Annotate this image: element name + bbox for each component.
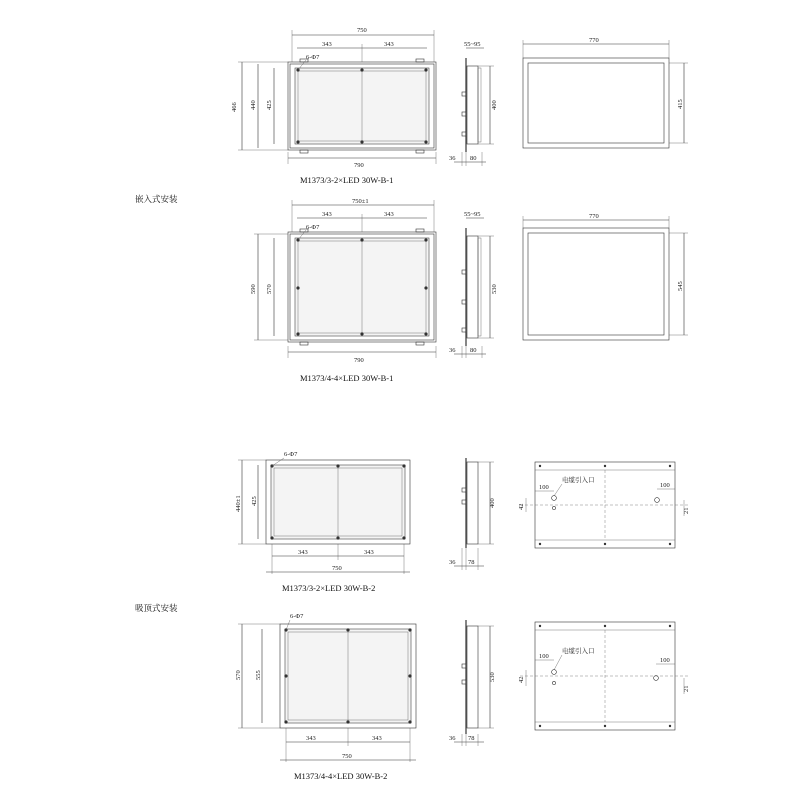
fig2-front-view xyxy=(288,229,436,345)
fig4-dim-570: 570 xyxy=(235,670,242,680)
fig1-dim-55-95: 55~95 xyxy=(464,41,481,48)
fig3-cable-entry-label: 电缆引入口 xyxy=(562,476,595,484)
fig1-dim-400: 400 xyxy=(491,100,498,110)
fig2-dim-530: 530 xyxy=(491,284,498,294)
fig2-dim-80: 80 xyxy=(470,347,477,354)
fig3-front-view xyxy=(266,460,410,544)
fig1-front-view xyxy=(288,59,436,153)
fig1-dim-425: 425 xyxy=(266,100,273,110)
fig1-dim-width-750: 750 xyxy=(357,27,367,34)
fig3-dim-78: 78 xyxy=(468,559,475,566)
fig4-dim-343-right: 343 xyxy=(372,735,382,742)
fig1-dim-790: 790 xyxy=(354,162,364,169)
fig2-caption: M1373/4-4×LED 30W-B-1 xyxy=(300,373,394,383)
fig2-dim-790: 790 xyxy=(354,357,364,364)
fig2-holes-label: 6-Φ7 xyxy=(306,224,320,231)
fig2-dim-343-left: 343 xyxy=(322,211,332,218)
fig3-dim-400: 400 xyxy=(489,498,496,508)
fig2-dim-570: 570 xyxy=(266,284,273,294)
fig4-dim-530: 530 xyxy=(489,672,496,682)
fig3-dim-343-right: 343 xyxy=(364,549,374,556)
fig2-dim-343-right: 343 xyxy=(384,211,394,218)
fig3-caption: M1373/3-2×LED 30W-B-2 xyxy=(282,583,376,593)
fig2-dim-width-750: 750±1 xyxy=(352,198,369,205)
fig1-dim-80: 80 xyxy=(470,155,477,162)
figure-1 xyxy=(231,27,688,185)
fig4-dim-343-left: 343 xyxy=(306,735,316,742)
fig2-dim-770: 770 xyxy=(589,213,599,220)
fig4-side-view xyxy=(462,620,478,734)
fig2-dim-590: 590 xyxy=(250,284,257,294)
fig4-dim-36: 36 xyxy=(449,735,456,742)
fig4-dim-78: 78 xyxy=(468,735,475,742)
fig3-dim-42: 42 xyxy=(518,503,525,510)
fig3-dim-100-left: 100 xyxy=(539,484,549,491)
fig3-dim-425: 425 xyxy=(251,496,258,506)
fig4-dim-21: 21 xyxy=(683,685,690,692)
fig4-dim-750: 750 xyxy=(342,753,352,760)
fig3-side-view xyxy=(462,458,478,548)
fig3-dim-100-right: 100 xyxy=(660,482,670,489)
fig4-dim-100-left: 100 xyxy=(539,653,549,660)
fig3-top-view xyxy=(520,462,690,548)
fig1-holes-label: 6-Φ7 xyxy=(306,54,320,61)
fig2-dim-55-95: 55~95 xyxy=(464,211,481,218)
fig1-dim-343-right: 343 xyxy=(384,41,394,48)
fig1-dim-36: 36 xyxy=(449,155,456,162)
figure-4 xyxy=(235,613,690,781)
fig1-dim-440: 440 xyxy=(250,100,257,110)
fig2-dim-36: 36 xyxy=(449,347,456,354)
fig1-dim-466: 466 xyxy=(231,102,238,112)
fig4-holes-label: 6-Φ7 xyxy=(290,613,304,620)
fig3-dim-440: 440±1 xyxy=(235,495,242,512)
ceiling-install-label: 吸顶式安装 xyxy=(135,604,178,614)
fig2-back-view xyxy=(523,228,669,340)
fig4-dim-100-right: 100 xyxy=(660,657,670,664)
fig1-side-view xyxy=(462,58,481,152)
fig3-holes-label: 6-Φ7 xyxy=(284,451,298,458)
fig2-dim-545: 545 xyxy=(677,281,684,291)
fig1-dim-415: 415 xyxy=(677,99,684,109)
fig3-dim-750: 750 xyxy=(332,565,342,572)
fig2-side-view xyxy=(462,228,481,346)
fig1-dim-770: 770 xyxy=(589,37,599,44)
fig1-dim-343-left: 343 xyxy=(322,41,332,48)
figure-3 xyxy=(235,451,690,593)
fig1-caption: M1373/3-2×LED 30W-B-1 xyxy=(300,175,394,185)
embedded-install-label: 嵌入式安装 xyxy=(135,195,178,205)
fig3-dim-21: 21 xyxy=(683,507,690,514)
fig3-dim-36: 36 xyxy=(449,559,456,566)
fig4-top-view xyxy=(520,622,690,730)
fig3-dim-343-left: 343 xyxy=(298,549,308,556)
fig4-dim-42: 42 xyxy=(518,676,525,683)
fig1-back-view xyxy=(523,58,669,148)
fig4-cable-entry-label: 电缆引入口 xyxy=(562,647,595,655)
fig4-front-view xyxy=(280,624,416,728)
figure-2 xyxy=(250,198,688,383)
fig4-dim-555: 555 xyxy=(255,670,262,680)
fig4-caption: M1373/4-4×LED 30W-B-2 xyxy=(294,771,388,781)
